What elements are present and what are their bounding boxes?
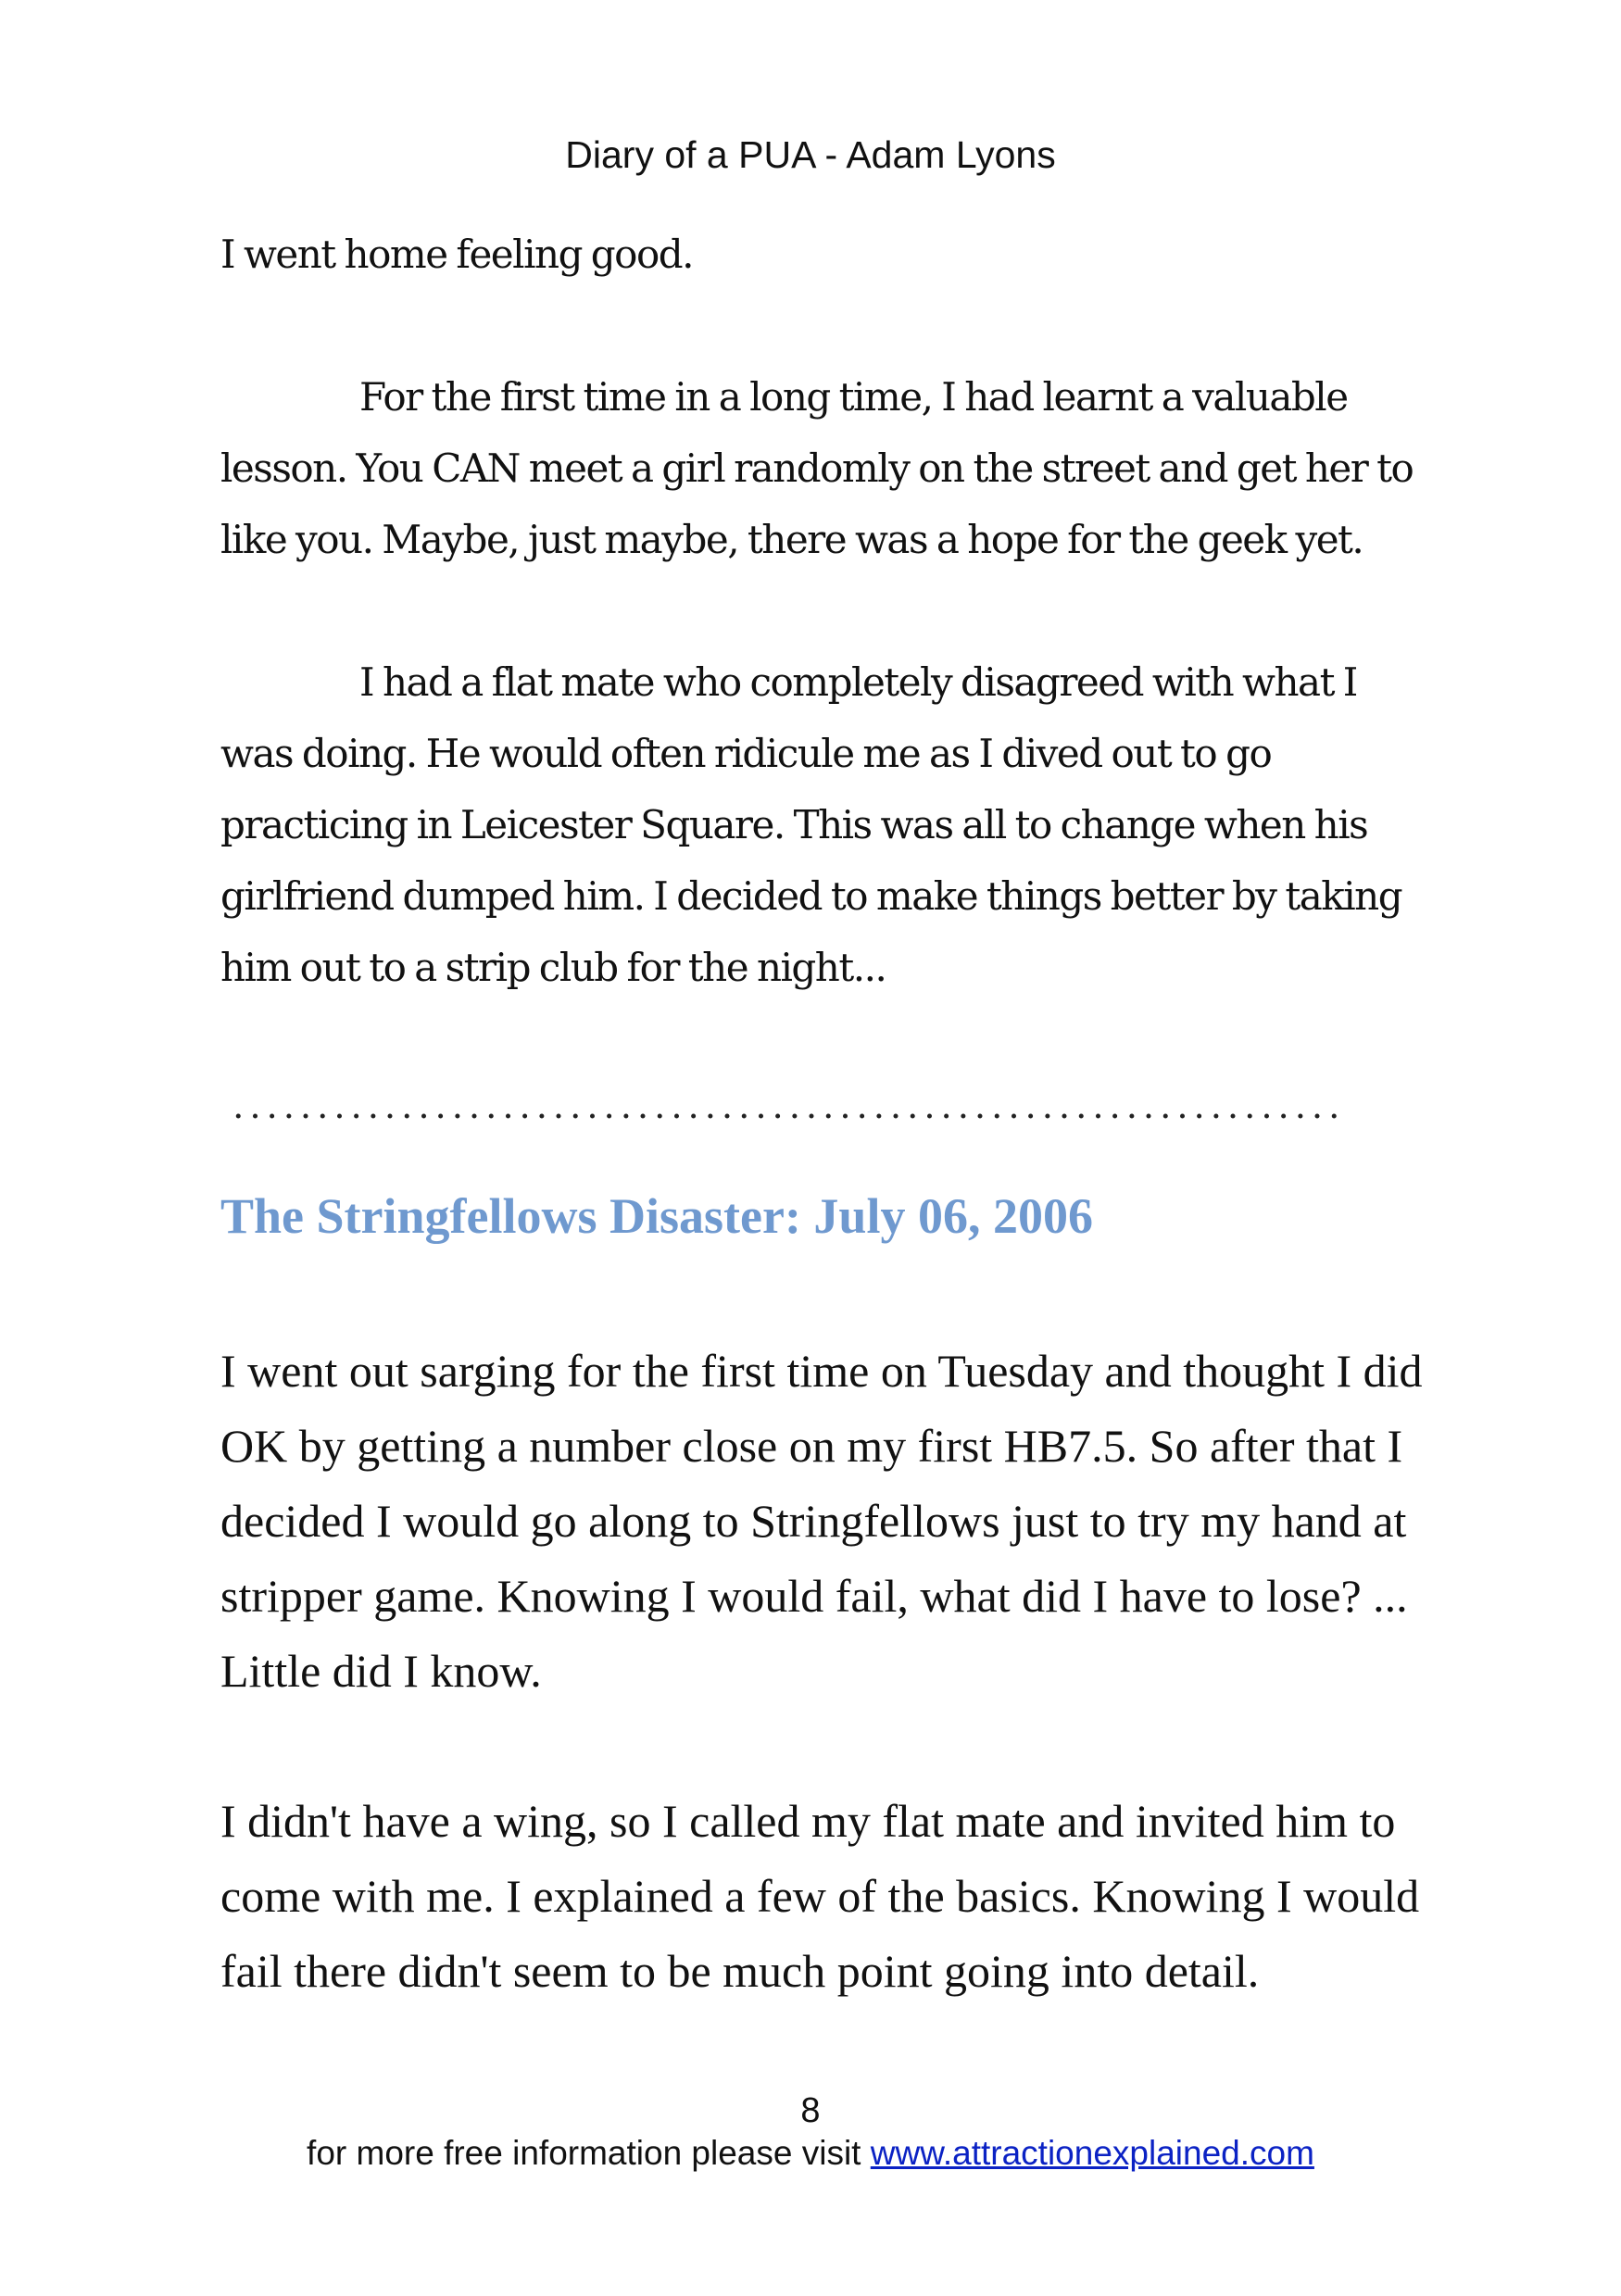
page-header-title: Diary of a PUA - Adam Lyons	[565, 133, 1056, 176]
footer-link[interactable]: www.attractionexplained.com	[870, 2134, 1314, 2172]
paragraph-gap	[220, 290, 1415, 361]
paragraph: I went out sarging for the first time on Tuesday and thought I did OK by getting a number close on my first HB7.5. So after that I decided I would go along to Stringfellows just to try my hand at stripper game. Knowing I would fail, what did I have to lose? ... Little did I know.	[220, 1345, 1423, 1697]
page-footer	[0, 2134, 1621, 2173]
paragraph: I had a flat mate who completely disagreed with what I was doing. He would often ridicule me as I dived out to go practicing in Leicester Square. This was all to change when his girlfriend dumped him. I decided to make things better by taking him out to a strip club for the night...	[220, 659, 1402, 990]
page-number: 8	[800, 2091, 821, 2130]
section-two-body	[220, 1334, 1425, 2009]
paragraph: I went home feeling good.	[220, 232, 693, 277]
paragraph-gap	[220, 575, 1415, 646]
dotted-separator: ..................................................................	[233, 1085, 1347, 1127]
section-heading: The Stringfellows Disaster: July 06, 2006	[220, 1188, 1093, 1244]
section-one-body	[220, 219, 1415, 1003]
paragraph: I didn't have a wing, so I called my flat mate and invited him to come with me. I explained a few of the basics. Knowing I would fail there didn't seem to be much point going into detail.	[220, 1795, 1420, 1997]
paragraph: For the first time in a long time, I had learnt a valuable lesson. You CAN meet a girl randomly on the street and get her to like you. Maybe, just maybe, there was a hope for the geek yet.	[220, 374, 1414, 562]
footer-text: for more free information please visit	[307, 2134, 871, 2172]
paragraph-gap	[220, 1709, 1425, 1784]
